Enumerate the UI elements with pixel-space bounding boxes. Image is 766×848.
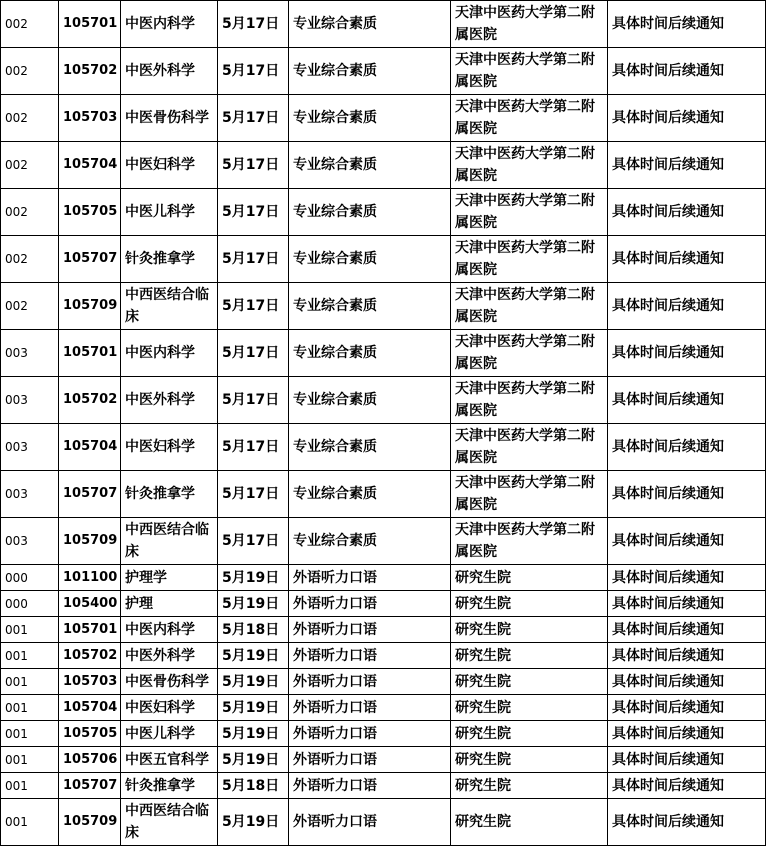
exam-location-cell: 天津中医药大学第二附属医院: [451, 283, 608, 330]
college-code-cell: 003: [1, 471, 59, 518]
remark-cell: 具体时间后续通知: [608, 95, 766, 142]
table-body: [1, 1, 766, 846]
college-code-cell: 003: [1, 330, 59, 377]
exam-location-cell: 研究生院: [451, 591, 608, 617]
major-name-cell: 中医内科学: [121, 330, 218, 377]
major-name-cell: 中医骨伤科学: [121, 669, 218, 695]
remark-cell: 具体时间后续通知: [608, 518, 766, 565]
major-code-cell: 105704: [59, 142, 121, 189]
exam-subject-cell: 专业综合素质: [289, 424, 451, 471]
table-row: [1, 377, 766, 424]
exam-date-cell: 5月18日: [218, 773, 289, 799]
college-code-cell: 003: [1, 424, 59, 471]
exam-subject-cell: 专业综合素质: [289, 236, 451, 283]
major-code-cell: 105702: [59, 377, 121, 424]
exam-location-cell: 天津中医药大学第二附属医院: [451, 236, 608, 283]
major-code-cell: 105709: [59, 518, 121, 565]
exam-subject-cell: 专业综合素质: [289, 95, 451, 142]
college-code-cell: 001: [1, 747, 59, 773]
exam-subject-cell: 外语听力口语: [289, 669, 451, 695]
major-name-cell: 中西医结合临床: [121, 283, 218, 330]
major-name-cell: 中医儿科学: [121, 721, 218, 747]
major-code-cell: 105707: [59, 236, 121, 283]
remark-cell: 具体时间后续通知: [608, 695, 766, 721]
table-row: [1, 695, 766, 721]
exam-location-cell: 研究生院: [451, 799, 608, 846]
remark-cell: 具体时间后续通知: [608, 236, 766, 283]
exam-location-cell: 天津中医药大学第二附属医院: [451, 377, 608, 424]
major-code-cell: 105701: [59, 1, 121, 48]
exam-location-cell: 天津中医药大学第二附属医院: [451, 330, 608, 377]
exam-date-cell: 5月17日: [218, 189, 289, 236]
major-name-cell: 中医骨伤科学: [121, 95, 218, 142]
exam-location-cell: 天津中医药大学第二附属医院: [451, 471, 608, 518]
exam-date-cell: 5月19日: [218, 643, 289, 669]
remark-cell: 具体时间后续通知: [608, 799, 766, 846]
exam-subject-cell: 外语听力口语: [289, 747, 451, 773]
exam-location-cell: 天津中医药大学第二附属医院: [451, 1, 608, 48]
major-name-cell: 中医外科学: [121, 48, 218, 95]
table-row: [1, 518, 766, 565]
exam-date-cell: 5月17日: [218, 1, 289, 48]
exam-date-cell: 5月19日: [218, 565, 289, 591]
exam-date-cell: 5月17日: [218, 48, 289, 95]
exam-location-cell: 研究生院: [451, 747, 608, 773]
remark-cell: 具体时间后续通知: [608, 330, 766, 377]
college-code-cell: 002: [1, 236, 59, 283]
table-row: [1, 721, 766, 747]
exam-date-cell: 5月17日: [218, 330, 289, 377]
major-code-cell: 101100: [59, 565, 121, 591]
college-code-cell: 001: [1, 617, 59, 643]
exam-date-cell: 5月19日: [218, 747, 289, 773]
table-row: [1, 591, 766, 617]
exam-subject-cell: 专业综合素质: [289, 518, 451, 565]
remark-cell: 具体时间后续通知: [608, 591, 766, 617]
college-code-cell: 002: [1, 142, 59, 189]
major-code-cell: 105707: [59, 471, 121, 518]
major-code-cell: 105709: [59, 799, 121, 846]
table-row: [1, 1, 766, 48]
exam-location-cell: 天津中医药大学第二附属医院: [451, 142, 608, 189]
table-row: [1, 283, 766, 330]
table-row: [1, 189, 766, 236]
major-name-cell: 中西医结合临床: [121, 799, 218, 846]
remark-cell: 具体时间后续通知: [608, 565, 766, 591]
major-name-cell: 护理学: [121, 565, 218, 591]
major-name-cell: 中医儿科学: [121, 189, 218, 236]
exam-subject-cell: 专业综合素质: [289, 48, 451, 95]
major-name-cell: 护理: [121, 591, 218, 617]
exam-subject-cell: 外语听力口语: [289, 773, 451, 799]
exam-date-cell: 5月17日: [218, 471, 289, 518]
remark-cell: 具体时间后续通知: [608, 669, 766, 695]
major-code-cell: 105705: [59, 189, 121, 236]
exam-date-cell: 5月19日: [218, 669, 289, 695]
remark-cell: 具体时间后续通知: [608, 747, 766, 773]
table-row: [1, 799, 766, 846]
remark-cell: 具体时间后续通知: [608, 643, 766, 669]
exam-subject-cell: 外语听力口语: [289, 591, 451, 617]
table-row: [1, 617, 766, 643]
major-code-cell: 105702: [59, 48, 121, 95]
exam-date-cell: 5月19日: [218, 695, 289, 721]
exam-subject-cell: 专业综合素质: [289, 471, 451, 518]
exam-date-cell: 5月17日: [218, 283, 289, 330]
remark-cell: 具体时间后续通知: [608, 721, 766, 747]
major-code-cell: 105703: [59, 669, 121, 695]
major-name-cell: 中医内科学: [121, 617, 218, 643]
major-name-cell: 中医外科学: [121, 377, 218, 424]
remark-cell: 具体时间后续通知: [608, 1, 766, 48]
table-row: [1, 773, 766, 799]
exam-date-cell: 5月17日: [218, 377, 289, 424]
exam-subject-cell: 专业综合素质: [289, 377, 451, 424]
college-code-cell: 002: [1, 1, 59, 48]
college-code-cell: 002: [1, 48, 59, 95]
major-code-cell: 105702: [59, 643, 121, 669]
major-code-cell: 105701: [59, 617, 121, 643]
exam-date-cell: 5月18日: [218, 617, 289, 643]
exam-date-cell: 5月19日: [218, 591, 289, 617]
table-row: [1, 747, 766, 773]
major-name-cell: 中医妇科学: [121, 142, 218, 189]
exam-subject-cell: 外语听力口语: [289, 721, 451, 747]
major-code-cell: 105707: [59, 773, 121, 799]
college-code-cell: 001: [1, 669, 59, 695]
major-name-cell: 中医内科学: [121, 1, 218, 48]
remark-cell: 具体时间后续通知: [608, 471, 766, 518]
major-name-cell: 中医外科学: [121, 643, 218, 669]
major-name-cell: 针灸推拿学: [121, 773, 218, 799]
exam-location-cell: 研究生院: [451, 695, 608, 721]
exam-subject-cell: 外语听力口语: [289, 565, 451, 591]
major-name-cell: 中医妇科学: [121, 695, 218, 721]
remark-cell: 具体时间后续通知: [608, 142, 766, 189]
college-code-cell: 000: [1, 565, 59, 591]
exam-date-cell: 5月17日: [218, 142, 289, 189]
major-code-cell: 105703: [59, 95, 121, 142]
exam-date-cell: 5月17日: [218, 236, 289, 283]
major-name-cell: 针灸推拿学: [121, 471, 218, 518]
exam-location-cell: 天津中医药大学第二附属医院: [451, 48, 608, 95]
exam-subject-cell: 外语听力口语: [289, 695, 451, 721]
major-name-cell: 中医五官科学: [121, 747, 218, 773]
exam-date-cell: 5月17日: [218, 424, 289, 471]
exam-date-cell: 5月17日: [218, 518, 289, 565]
remark-cell: 具体时间后续通知: [608, 773, 766, 799]
major-name-cell: 针灸推拿学: [121, 236, 218, 283]
major-code-cell: 105704: [59, 695, 121, 721]
major-code-cell: 105709: [59, 283, 121, 330]
exam-location-cell: 研究生院: [451, 669, 608, 695]
major-name-cell: 中医妇科学: [121, 424, 218, 471]
exam-subject-cell: 外语听力口语: [289, 617, 451, 643]
exam-date-cell: 5月19日: [218, 721, 289, 747]
exam-date-cell: 5月17日: [218, 95, 289, 142]
college-code-cell: 001: [1, 799, 59, 846]
exam-subject-cell: 外语听力口语: [289, 799, 451, 846]
college-code-cell: 001: [1, 773, 59, 799]
remark-cell: 具体时间后续通知: [608, 283, 766, 330]
table-row: [1, 643, 766, 669]
exam-location-cell: 天津中医药大学第二附属医院: [451, 189, 608, 236]
table-row: [1, 236, 766, 283]
college-code-cell: 002: [1, 189, 59, 236]
college-code-cell: 000: [1, 591, 59, 617]
exam-subject-cell: 外语听力口语: [289, 643, 451, 669]
remark-cell: 具体时间后续通知: [608, 189, 766, 236]
college-code-cell: 001: [1, 721, 59, 747]
exam-location-cell: 研究生院: [451, 617, 608, 643]
table-row: [1, 330, 766, 377]
college-code-cell: 002: [1, 283, 59, 330]
table-row: [1, 142, 766, 189]
remark-cell: 具体时间后续通知: [608, 48, 766, 95]
college-code-cell: 003: [1, 377, 59, 424]
exam-subject-cell: 专业综合素质: [289, 330, 451, 377]
remark-cell: 具体时间后续通知: [608, 617, 766, 643]
exam-location-cell: 天津中医药大学第二附属医院: [451, 95, 608, 142]
college-code-cell: 002: [1, 95, 59, 142]
exam-subject-cell: 专业综合素质: [289, 283, 451, 330]
exam-location-cell: 研究生院: [451, 721, 608, 747]
table-row: [1, 424, 766, 471]
major-code-cell: 105701: [59, 330, 121, 377]
table-row: [1, 471, 766, 518]
major-code-cell: 105706: [59, 747, 121, 773]
college-code-cell: 003: [1, 518, 59, 565]
college-code-cell: 001: [1, 695, 59, 721]
exam-subject-cell: 专业综合素质: [289, 1, 451, 48]
table-row: [1, 669, 766, 695]
college-code-cell: 001: [1, 643, 59, 669]
exam-location-cell: 研究生院: [451, 773, 608, 799]
exam-location-cell: 研究生院: [451, 565, 608, 591]
exam-location-cell: 研究生院: [451, 643, 608, 669]
major-code-cell: 105705: [59, 721, 121, 747]
exam-subject-cell: 专业综合素质: [289, 142, 451, 189]
exam-subject-cell: 专业综合素质: [289, 189, 451, 236]
exam-date-cell: 5月19日: [218, 799, 289, 846]
major-name-cell: 中西医结合临床: [121, 518, 218, 565]
table-row: [1, 95, 766, 142]
major-code-cell: 105400: [59, 591, 121, 617]
table-row: [1, 565, 766, 591]
table-row: [1, 48, 766, 95]
remark-cell: 具体时间后续通知: [608, 377, 766, 424]
major-code-cell: 105704: [59, 424, 121, 471]
remark-cell: 具体时间后续通知: [608, 424, 766, 471]
exam-location-cell: 天津中医药大学第二附属医院: [451, 424, 608, 471]
exam-location-cell: 天津中医药大学第二附属医院: [451, 518, 608, 565]
